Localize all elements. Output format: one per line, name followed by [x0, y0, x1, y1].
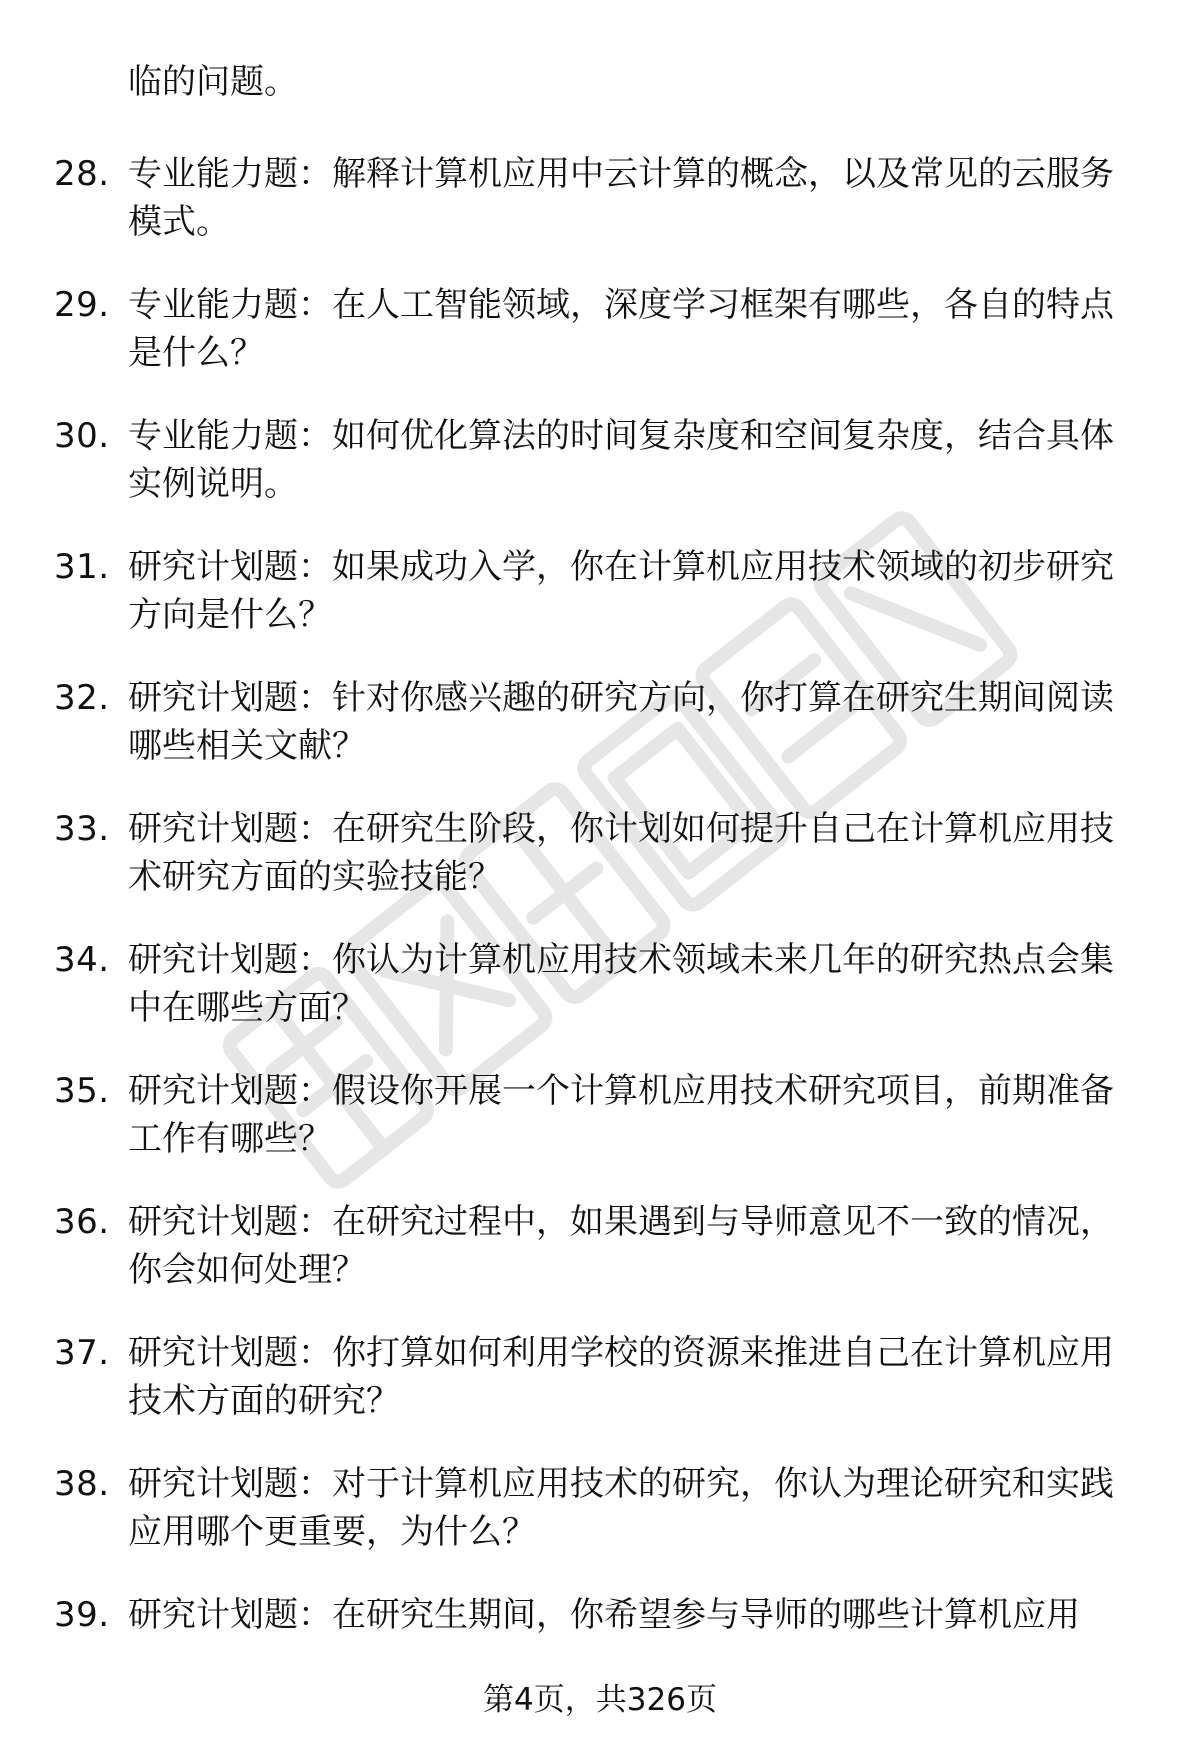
- question-item: [0, 936, 1200, 1067]
- question-number: 38.: [54, 1464, 110, 1504]
- question-text: 专业能力题：在人工智能领域，深度学习框架有哪些，各自的特点是什么？: [128, 285, 1114, 373]
- question-number: 32.: [54, 678, 110, 718]
- question-item: [0, 1198, 1200, 1329]
- question-text: 研究计划题：在研究过程中，如果遇到与导师意见不一致的情况，你会如何处理？: [128, 1202, 1114, 1290]
- question-text: 研究计划题：针对你感兴趣的研究方向，你打算在研究生期间阅读哪些相关文献？: [128, 678, 1114, 766]
- question-text: 研究计划题：你认为计算机应用技术领域未来几年的研究热点会集中在哪些方面？: [128, 940, 1114, 1028]
- question-item: [0, 412, 1200, 543]
- question-item: [0, 674, 1200, 805]
- question-number: 35.: [54, 1071, 110, 1111]
- question-text: 专业能力题：解释计算机应用中云计算的概念，以及常见的云服务模式。: [128, 154, 1114, 242]
- question-item: [0, 1329, 1200, 1460]
- question-number: 39.: [54, 1595, 110, 1635]
- question-number: 34.: [54, 940, 110, 980]
- question-number: 28.: [54, 154, 110, 194]
- question-item: [0, 543, 1200, 674]
- question-item: [0, 150, 1200, 281]
- question-text: 研究计划题：假设你开展一个计算机应用技术研究项目，前期准备工作有哪些？: [128, 1071, 1114, 1159]
- question-item: [0, 1067, 1200, 1198]
- continuation-text: 临的问题。: [128, 62, 298, 102]
- question-number: 37.: [54, 1333, 110, 1373]
- question-text: 专业能力题：如何优化算法的时间复杂度和空间复杂度，结合具体实例说明。: [128, 416, 1114, 504]
- question-number: 36.: [54, 1202, 110, 1242]
- question-number: 29.: [54, 285, 110, 325]
- question-item: [0, 1460, 1200, 1591]
- question-text: 研究计划题：如果成功入学，你在计算机应用技术领域的初步研究方向是什么？: [128, 547, 1114, 635]
- question-number: 30.: [54, 416, 110, 456]
- question-text: 研究计划题：在研究生期间，你希望参与导师的哪些计算机应用: [128, 1595, 1080, 1635]
- question-item: [0, 805, 1200, 936]
- question-number: 31.: [54, 547, 110, 587]
- question-text: 研究计划题：在研究生阶段，你计划如何提升自己在计算机应用技术研究方面的实验技能？: [128, 809, 1114, 897]
- page-number-label: 第4页，共326页: [483, 1682, 717, 1718]
- question-number: 33.: [54, 809, 110, 849]
- question-text: 研究计划题：你打算如何利用学校的资源来推进自己在计算机应用技术方面的研究？: [128, 1333, 1114, 1421]
- question-item: [0, 281, 1200, 412]
- page-footer: [0, 1678, 1200, 1722]
- question-text: 研究计划题：对于计算机应用技术的研究，你认为理论研究和实践应用哪个更重要，为什么？: [128, 1464, 1114, 1552]
- question-list: [0, 150, 1200, 1722]
